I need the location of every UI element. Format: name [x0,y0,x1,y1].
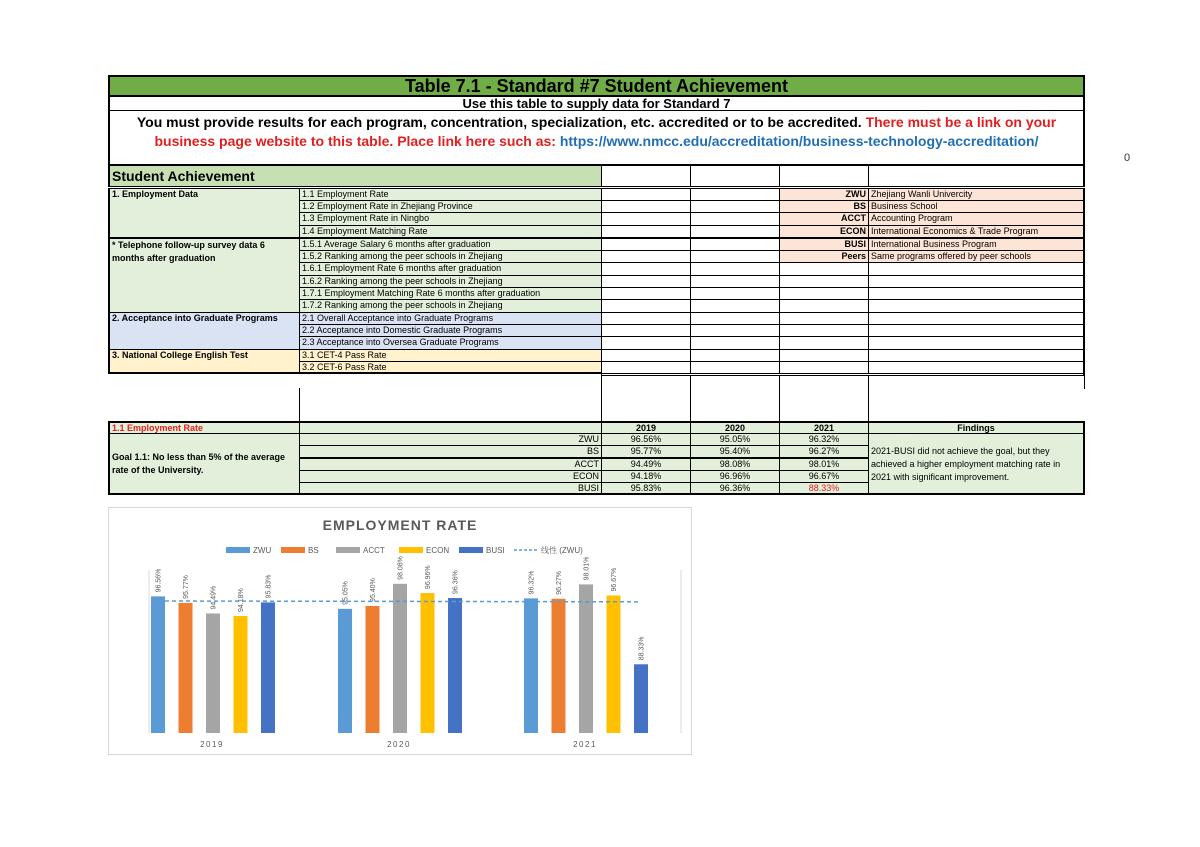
bar-bs-2019 [179,603,193,733]
indicator-1-2: 1.2 Employment Rate in Zhejiang Province [299,200,602,213]
x-tick-label: 2021 [573,740,597,749]
legend-abbr: ZWU [779,188,869,201]
blank-cell [868,336,1085,350]
indicator-1-5-1: 1.5.1 Average Salary 6 months after graduation [299,238,602,251]
table-subtitle: Use this table to supply data for Standard 7 [108,96,1085,111]
data-label: 94.49% [210,585,218,610]
category-survey: * Telephone follow-up survey data 6 months after graduation [108,238,300,313]
table-title: Table 7.1 - Standard #7 Student Achievement [108,75,1085,97]
legend-swatch [336,547,360,553]
category-acceptance: 2. Acceptance into Graduate Programs [108,312,300,350]
detail-heading: 1.1 Employment Rate [108,421,300,434]
data-label: 88.33% [638,636,646,661]
blank-cell [690,262,780,276]
data-label: 96.36% [452,570,460,595]
blank-cell [779,299,869,313]
value-2019: 94.49% [601,458,691,471]
indicator-1-7-2: 1.7.2 Ranking among the peer schools in Zhejiang [299,299,602,313]
blank-cell [601,165,691,187]
indicator-1-6-2: 1.6.2 Ranking among the peer schools in Zhejiang [299,275,602,288]
indicator-3-2: 3.2 CET-6 Pass Rate [299,361,602,374]
row-name: BUSI [299,482,602,495]
data-label: 96.96% [425,565,432,590]
year-header: 2021 [779,421,869,434]
employment-rate-chart [108,507,692,755]
blank-cell [779,165,869,187]
legend-abbr: ACCT [779,212,869,226]
goal-text: Goal 1.1: No less than 5% of the average rate of the University. [108,433,300,495]
legend-label: ECON [426,546,450,555]
value-2021: 96.27% [779,445,869,458]
value-2019: 96.56% [601,433,691,446]
bar-bs-2020 [366,606,380,733]
legend-label: ZWU [253,546,272,555]
legend-desc: Business School [868,200,1085,213]
value-2020: 96.36% [690,482,780,495]
row-name: ZWU [299,433,602,446]
bar-econ-2021 [607,595,621,733]
blank-cell [601,225,691,238]
indicator-2-2: 2.2 Acceptance into Domestic Graduate Programs [299,324,602,337]
value-2020: 95.40% [690,445,780,458]
bar-busi-2021 [634,664,648,733]
data-label: 96.27% [556,571,563,595]
legend-swatch [226,547,250,553]
blank-cell [690,212,780,226]
row-name: BS [299,445,602,458]
gridline [1084,375,1085,389]
value-2021: 88.33% [779,482,869,495]
category-employment: 1. Employment Data [108,188,300,238]
legend-abbr: BS [779,200,869,213]
data-label: 95.77% [183,575,190,599]
gridline [299,388,300,421]
value-2019: 95.77% [601,445,691,458]
bar-zwu-2021 [524,598,538,733]
data-label: 96.32% [528,570,536,595]
value-2019: 94.18% [601,470,691,483]
year-header: 2019 [601,421,691,434]
blank-cell [690,336,780,350]
legend-swatch [281,547,305,553]
blank-cell [779,262,869,276]
blank-cell [690,165,780,187]
blank-cell [779,336,869,350]
indicator-1-7-1: 1.7.1 Employment Matching Rate 6 months after graduation [299,287,602,300]
gridline [868,375,869,421]
value-2020: 98.08% [690,458,780,471]
note-link[interactable]: https://www.nmcc.edu/accreditation/business-technology-accreditation/ [559,133,1039,149]
bar-busi-2020 [448,598,462,733]
gridline [779,375,780,421]
data-label: 96.56% [155,568,163,593]
chart-title: EMPLOYMENT RATE [322,517,478,533]
instruction-note [108,110,1085,165]
bar-zwu-2020 [338,609,352,733]
data-label: 95.40% [370,578,377,602]
bar-zwu-2019 [151,596,165,733]
blank-cell [601,212,691,226]
data-label: 95.05% [342,581,350,605]
bar-acct-2021 [579,584,593,733]
bar-acct-2020 [393,584,407,733]
legend-label: BS [308,546,319,555]
indicator-1-3: 1.3 Employment Rate in Ningbo [299,212,602,226]
indicator-2-3: 2.3 Acceptance into Oversea Graduate Programs [299,336,602,350]
findings-header: Findings [868,421,1085,434]
trendline [158,601,641,602]
value-2020: 95.05% [690,433,780,446]
blank-cell [868,299,1085,313]
value-2021: 96.67% [779,470,869,483]
blank-cell [868,165,1085,187]
blank-cell [690,225,780,238]
value-2019: 95.83% [601,482,691,495]
data-label: 98.08% [397,556,405,580]
bar-acct-2019 [206,613,220,733]
indicator-1-6-1: 1.6.1 Employment Rate 6 months after graduation [299,262,602,276]
value-2020: 96.96% [690,470,780,483]
blank-cell [690,299,780,313]
legend-label: BUSI [486,546,505,555]
indicator-1-1: 1.1 Employment Rate [299,188,602,201]
gridline [601,375,602,421]
indicator-1-5-2: 1.5.2 Ranking among the peer schools in Zhejiang [299,250,602,263]
x-tick-label: 2020 [387,740,411,749]
legend-desc: Accounting Program [868,212,1085,226]
legend-abbr: ECON [779,225,869,238]
x-tick-label: 2019 [200,740,224,749]
blank-cell [601,299,691,313]
indicator-2-1: 2.1 Overall Acceptance into Graduate Programs [299,312,602,325]
value-2021: 98.01% [779,458,869,471]
year-header: 2020 [690,421,780,434]
value-2021: 96.32% [779,433,869,446]
category-english: 3. National College English Test [108,349,300,374]
data-label: 94.18% [238,588,245,613]
legend-desc: Zhejiang Wanli Univercity [868,188,1085,201]
page-number: 0 [1124,152,1131,164]
legend-desc: International Business Program [868,238,1085,251]
bar-econ-2019 [234,616,248,733]
bar-econ-2020 [421,593,435,733]
indicator-3-1: 3.1 CET-4 Pass Rate [299,349,602,362]
blank-cell [601,262,691,276]
legend-abbr: BUSI [779,238,869,251]
section-title: Student Achievement [108,165,602,187]
row-name: ACCT [299,458,602,471]
bar-busi-2019 [261,602,275,733]
blank-cell [868,262,1085,276]
note-red: There must be a link on your business page website to this table. Place link here such as: [154,114,1057,149]
indicator-1-4: 1.4 Employment Matching Rate [299,225,602,238]
legend-label: ACCT [363,546,385,555]
findings-text: 2021-BUSI did not achieve the goal, but they achieved a higher employment matching rate in 2021 with significant improvement. [868,433,1085,495]
data-label: 98.01% [583,556,591,581]
blank-cell [601,336,691,350]
row-name: ECON [299,470,602,483]
legend-label: 线性 (ZWU) [541,546,583,555]
gridline [690,375,691,421]
legend-swatch [399,547,423,553]
legend-desc: Same programs offered by peer schools [868,250,1085,263]
legend-abbr: Peers [779,250,869,263]
legend-desc: International Economics & Trade Program [868,225,1085,238]
chart-canvas [109,508,691,754]
data-label: 96.67% [611,567,618,592]
note-black: You must provide results for each program, concentration, specialization, etc. accredited or to be accredited. [136,114,862,130]
legend-swatch [459,547,483,553]
blank-cell [601,373,1085,376]
data-label: 95.83% [265,574,273,599]
bar-bs-2021 [552,599,566,733]
